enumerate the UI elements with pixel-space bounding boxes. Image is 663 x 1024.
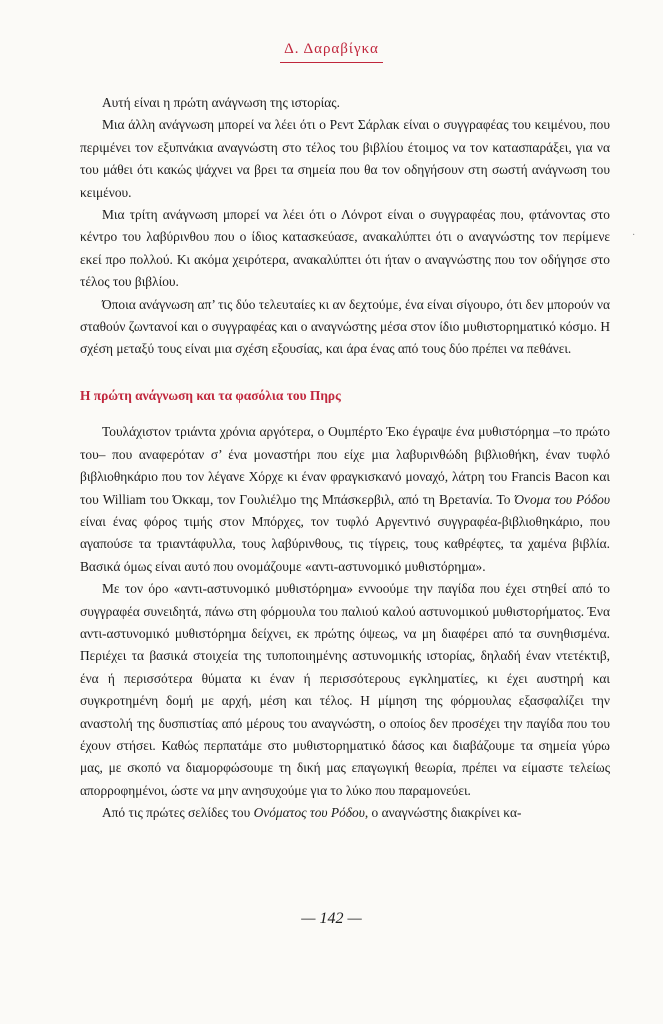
page-body	[80, 92, 610, 825]
text-run: , ο αναγνώστης διακρίνει κα-	[364, 805, 522, 821]
paragraph: Μια τρίτη ανάγνωση μπορεί να λέει ότι ο Λόνροτ είναι ο συγγραφέας που, φτάνοντας στο κέντρο του λαβύρινθου που ο ίδιος κατασκεύασε, ανακαλύπτει ότι ο αναγνώστης τον περίμενε εκεί προ πολλού. Κι ακόμα χειρότερα, ανακαλύπτει ότι ήταν ο αναγνώστης που τον οδήγησε στο τέλος του βιβλίου.	[80, 207, 610, 290]
text-run: είναι ένας φόρος τιμής στον Μπόρχες, τον τυφλό Αργεντινό συγγραφέα-βιβλιοθηκάριο, που αγαπούσε τα τριαντάφυλλα, τους λαβύρινθους, τις τίγρεις, τους καθρέφτες, τα χαμένα βιβλία. Βασικά όμως είναι αυτό που ονομάζουμε «αντι-αστυνομικό μυθιστόρημα».	[80, 513, 610, 574]
text-run: Από τις πρώτες σελίδες του	[102, 805, 254, 821]
margin-dot: ·	[632, 230, 636, 241]
paragraph: Όποια ανάγνωση απ’ τις δύο τελευταίες κι αν δεχτούμε, ένα είναι σίγουρο, ότι δεν μπορούν να σταθούν ζωντανοί και ο συγγραφέας και ο αναγνώστης μέσα στον ίδιο μυθιστορηματικό κόσμο. Η σχέση μεταξύ τους είναι μια σχέση εξουσίας, και άρα ένας από τους δύο πρέπει να πεθάνει.	[80, 296, 610, 357]
paragraph: Αυτή είναι η πρώτη ανάγνωση της ιστορίας.	[102, 95, 340, 110]
paragraph	[80, 802, 610, 824]
author-header: Δ. Δαραβίγκα	[280, 41, 383, 63]
paragraph: Μια άλλη ανάγνωση μπορεί να λέει ότι ο Ρεντ Σάρλακ είναι ο συγγραφέας του κειμένου, που περιμένει τον εξυπνάκια αναγνώστη στο τέλος του βιβλίου έτοιμος να τον κατασπαράξει, για να του μάθει ότι κακώς ψάχνει να βρει τα σημεία που θα τον οδηγήσουν στη σωστή ανάγνωση του κειμένου.	[80, 117, 610, 200]
section-heading: Η πρώτη ανάγνωση και τα φασόλια του Πηρς	[80, 387, 341, 403]
running-header	[0, 40, 663, 63]
paragraph: Με τον όρο «αντι-αστυνομικό μυθιστόρημα» εννοούμε την παγίδα που έχει στηθεί από το συγγραφέα συνειδητά, πάνω στη φόρμουλα του παλιού καλού αστυνομικού μυθιστορήματος. Ένα αντι-αστυνομικό μυθιστόρημα δείχνει, εκ πρώτης όψεως, να μη διαφέρει από τα συνηθισμένα. Περιέχει τα βασικά στοιχεία της τυποποιημένης αστυνομικής ιστορίας, δηλαδή έναν ντετέκτιβ, ένα ή περισσότερα θύματα κι έναν ή περισσότερους εγκληματίες, κι έχει αυστηρή και συγκροτημένη δομή με αρχή, μέση και τέλος. Η μίμηση της φόρμουλας εξασφαλίζει την αναστολή της δυσπιστίας από μέρους του αναγνώστη, ο οποίος δεν προσέχει την παγίδα που του έχουν στήσει. Καθώς περπατάμε στο μυθιστορηματικό δάσος και διαβάζουμε τα σημεία γύρω μας, με σκοπό να διαμορφώσουμε τη δική μας επαγωγική θεωρία, πρέπει να είμαστε τελείως απορροφημένοι, ώστε να μην ανησυχούμε για το λύκο που παραμονεύει.	[80, 581, 610, 798]
page-number: — 142 —	[301, 910, 362, 927]
paragraph	[80, 421, 610, 578]
text-run: Τουλάχιστον τριάντα χρόνια αργότερα, ο Ουμπέρτο Έκο έγραψε ένα μυθιστόρημα –το πρώτο του– που αναφερόταν σ’ ένα μοναστήρι που είχε μια λαβυρινθώδη βιβλιοθήκη, έναν τυφλό βιβλιοθηκάριο που τον λέγανε Χόρχε κι έναν φραγκισκανό μοναχό, λάτρη του Francis Bacon και του William του Όκκαμ, τον Γουλιέλμο της Μπάσκερβιλ, από τη Βρετανία. Το	[80, 424, 610, 507]
book-title-italic: Ονόματος του Ρόδου	[253, 805, 365, 821]
book-title-italic: Όνομα του Ρόδου	[514, 491, 610, 507]
